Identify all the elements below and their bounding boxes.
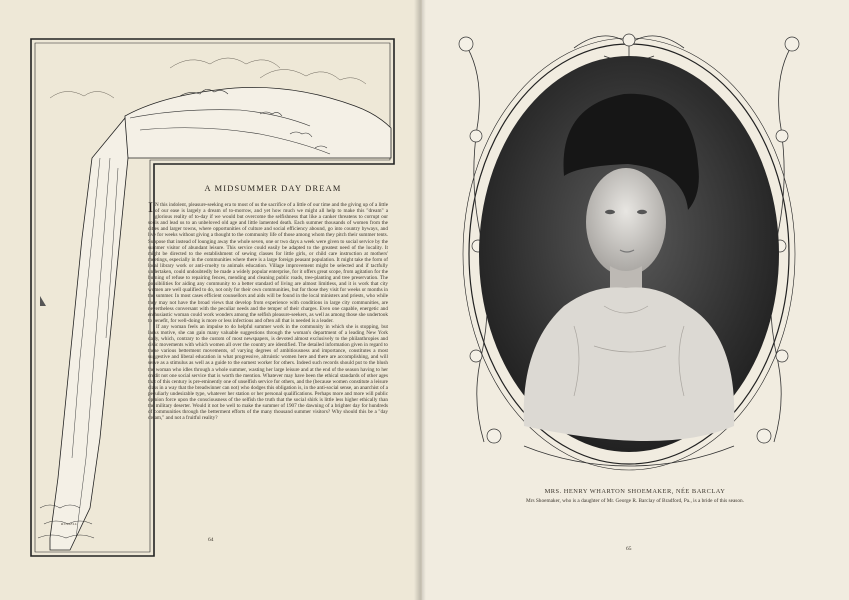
caption-text: Mrs Shoemaker, who is a daughter of Mr. George R. Barclay of Bradford, Pa., is a bride of this season. — [526, 498, 744, 504]
drop-cap: I — [148, 202, 153, 216]
paragraph-1 — [148, 202, 388, 324]
portrait-caption — [500, 488, 770, 505]
paragraph-2: If any woman feels an impulse to do helpful summer work in the community in which she is stopping, but lacks motive, she can gain many valuable suggestions through the woman's department of a leading New York daily, which, contrary to the custom of most newspapers, is devoted almost exclusively to the philanthropies and civic movements with which women all over the country are identified. The detailed information given in regard to these various betterment movements, of varying degrees of ambitiousness and importance, constitutes a most suggestive and liberal education in what progressive, altruistic women here and there are accomplishing, and will serve as a stimulus as well as a guide to the earnest worker for others. Indeed such records should put to the blush the woman who idles through a whole summer, wasting her large leisure and at the end of the season having to her credit not one social service that is worth the mention. Whatever may have been the ethical standards of other ages that of this century is pre-eminently one of unselfish service for others, and the (because women constitute a leisure class in a way that the breadwinner can not) who dodges this obligation is, in the anti-social sense, an anarchist of a peculiarly undesirable type, whatever her station or her personal qualifications. Perhaps more and more will public opinion force upon the consciousness of the selfish the truth that the social shirk is little less higher ethically than the military deserter. Would it not be well to make the summer of 1907 the dawning of a brighter day for hundreds of communities through the betterment efforts of the many thousand summer visitors? Why should this be a "day dream," and not a fruitful reality? — [148, 323, 388, 422]
page-number-right: 65 — [626, 546, 632, 552]
article-title: A MIDSUMMER DAY DREAM — [204, 184, 342, 193]
portrait-frame — [454, 26, 804, 472]
page-number-left: 64 — [208, 537, 214, 543]
book-gutter — [414, 0, 426, 600]
caption-title: MRS. HENRY WHARTON SHOEMAKER, NÉE BARCLAY — [544, 488, 726, 495]
paragraph-1-text: N this indolent, pleasure-seeking era to most of us the sacrifice of a little of our time and the giving up of a little of our ease is largely a dream of to-morrow, and yet how much we might all help to make this "dream" a glorious reality of to-day if we would but overcome the selfishness that like a canker threatens to corrupt our souls and lead us to an unbeloved old age and little lamented death. Each summer thousands of women from the cities and larger towns, where opportunities of culture and social efficiency abound, go into country byways, and live for weeks without giving a thought to the community life of those among whom they pitch their summer tents. Suppose that instead of lounging away the whole seven, one or two days a week were given to social service by the summer visitor of abundant leisure. This service could easily be adapted to the greatest need of the locality. It might be directed to the establishment of sewing classes for little girls, or child care instruction at mothers' meetings, especially in the communities where there is a large foreign peasant population. It might take the form of local library work or anti-cruelty to animals education. Village improvement might be selected and if tactfully undertaken, could undoubtedly be made a widely popular enterprise, for it offers great scope, from agitation for the burning of refuse to repairing fences, mending and cleaning public roads, tree-planting and tree preservation. The possibilities for aiding any community to a better standard of living are almost limitless, and it is work that city women are well qualified to do, not only for their own communities, but for those they visit for weeks or months in the summer. In most cases efficient counsellors and aids will be found in the local ministers and priests, who while they may not have the broad views that develop from experience with conditions in large city communities, are nevertheless conversant with the peculiar needs and the temper of their charges. Even one capable, energetic and enthusiastic woman could work wonders among the selfish pleasure-seekers, as well as among those she undertook to benefit, for well-doing is more or less infectious and often all that is needed is a leader. — [148, 202, 388, 324]
article-body — [148, 202, 388, 524]
artist-signature: RUSSELL — [61, 522, 78, 526]
